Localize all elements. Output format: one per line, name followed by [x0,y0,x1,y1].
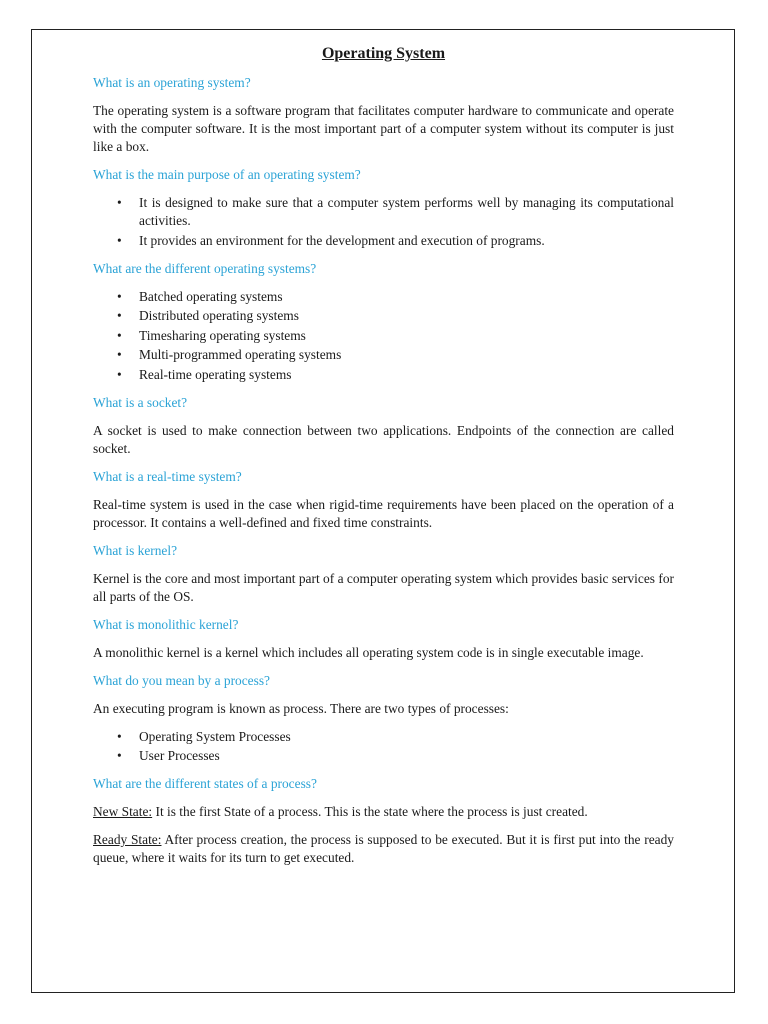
list-item-text: User Processes [139,748,220,763]
bullet-icon: • [117,288,122,304]
answer-paragraph: Kernel is the core and most important part of a computer operating system which provides basic services for all parts of the OS. [93,570,674,604]
state-label: New State: [93,804,153,819]
state-paragraph-new [93,803,674,821]
list-item [93,346,674,364]
question-heading: What is monolithic kernel? [93,616,239,632]
question-heading: What is kernel? [93,542,178,558]
state-text: It is the first State of a process. This is the state where the process is just created. [152,804,588,819]
bullet-icon: • [117,366,122,382]
bullet-icon: • [117,347,122,362]
list-item-text: It provides an environment for the development and execution of programs. [139,232,545,248]
list-item-text: Real-time operating systems [139,366,292,382]
list-item [93,194,674,230]
question-heading: What is a socket? [93,394,188,410]
bullet-icon: • [117,748,122,763]
list-item-text: Operating System Processes [139,728,291,744]
list-item [93,728,674,746]
list-item-text: It is designed to make sure that a computer system performs well by managing its computational activities. [139,195,674,228]
list-item [93,288,674,306]
bullet-icon: • [117,195,122,210]
list-item-text: Timesharing operating systems [139,327,306,343]
question-heading: What is a real-time system? [93,468,242,484]
state-paragraph-ready [93,831,674,867]
bullet-icon: • [117,327,122,343]
bullet-list [93,288,674,384]
list-item-text: Distributed operating systems [139,308,299,323]
list-item [93,747,674,765]
list-item [93,232,674,250]
bullet-icon: • [117,308,122,323]
question-heading: What are the different states of a process? [93,776,317,791]
document-body [93,44,674,877]
page-title: Operating System [321,45,446,62]
bullet-list [93,194,674,250]
bullet-icon: • [117,728,122,744]
answer-paragraph: An executing program is known as process. There are two types of processes: [93,700,509,716]
state-label: Ready State: [93,832,162,847]
answer-paragraph: A monolithic kernel is a kernel which includes all operating system code is in single executable image. [93,644,644,660]
list-item [93,327,674,345]
question-heading: What is the main purpose of an operating system? [93,167,361,182]
question-heading: What is an operating system? [93,75,251,90]
list-item-text: Multi-programmed operating systems [139,347,342,362]
answer-paragraph: Real-time system is used in the case when rigid-time requirements have been placed on the operation of a processor. It contains a well-defined and fixed time constraints. [93,496,674,530]
answer-paragraph: The operating system is a software program that facilitates computer hardware to communicate and operate with the computer software. It is the most important part of a computer system without its computer is just like a box. [93,103,674,154]
question-heading: What are the different operating systems? [93,260,317,276]
list-item [93,366,674,384]
bullet-list [93,728,674,766]
question-heading: What do you mean by a process? [93,672,270,688]
list-item-text: Batched operating systems [139,288,283,304]
list-item [93,307,674,325]
bullet-icon: • [117,232,122,248]
state-text: After process creation, the process is supposed to be executed. But it is first put into the ready queue, where it waits for its turn to get executed. [93,832,675,865]
answer-paragraph: A socket is used to make connection between two applications. Endpoints of the connection are called socket. [93,422,674,456]
